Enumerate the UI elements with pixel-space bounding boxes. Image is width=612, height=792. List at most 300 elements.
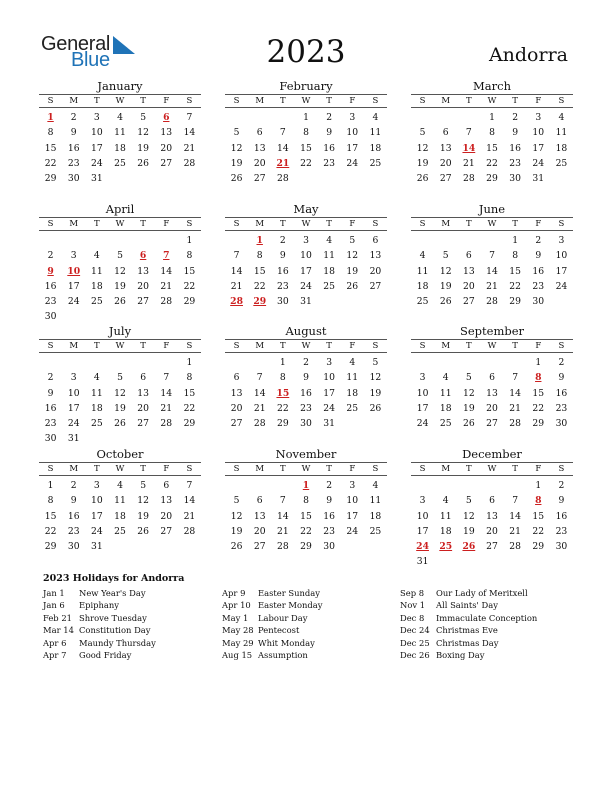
empty-cell xyxy=(62,233,85,248)
day-cell: 9 xyxy=(558,372,565,384)
day-cell: 30 xyxy=(67,173,80,185)
holiday-name: Immaculate Conception xyxy=(436,612,538,623)
weekday-label: S xyxy=(233,96,240,106)
day-cell: 16 xyxy=(323,142,335,154)
weekday-label: F xyxy=(535,96,542,106)
weekday-label: S xyxy=(372,219,379,229)
day-cell: 29 xyxy=(532,541,545,553)
day-cell: 21 xyxy=(230,280,243,292)
weekday-header xyxy=(411,339,573,353)
day-cell: 28 xyxy=(509,541,521,553)
day-cell: 13 xyxy=(253,142,266,154)
day-cell: 21 xyxy=(183,510,196,522)
weekday-label: T xyxy=(280,96,286,106)
holiday-list-item xyxy=(222,637,323,649)
holiday-day-cell: 26 xyxy=(462,541,476,553)
month-title: April xyxy=(105,202,135,216)
weekday-label: S xyxy=(233,464,240,474)
day-cell: 23 xyxy=(67,525,80,537)
holiday-date: Sep 8 xyxy=(400,588,425,598)
weekday-header xyxy=(411,217,573,231)
weekday-label: W xyxy=(115,464,125,474)
day-cell: 5 xyxy=(442,250,449,262)
weekday-label: M xyxy=(441,219,451,229)
day-cell: 21 xyxy=(160,402,173,414)
day-cell: 2 xyxy=(535,235,542,246)
holiday-name: Epiphany xyxy=(79,600,120,611)
day-cell: 7 xyxy=(279,495,286,507)
day-cell: 10 xyxy=(346,127,359,139)
day-cell: 16 xyxy=(532,265,545,277)
holiday-day-cell: 10 xyxy=(67,265,81,277)
day-cell: 21 xyxy=(253,402,266,414)
day-cell: 27 xyxy=(369,280,382,292)
day-cell: 5 xyxy=(117,250,123,262)
weekday-header xyxy=(411,462,573,476)
holiday-column xyxy=(222,587,323,661)
weekday-label: S xyxy=(233,341,240,351)
empty-cell xyxy=(155,233,178,248)
weekday-label: T xyxy=(466,219,472,229)
weekday-label: S xyxy=(186,96,193,106)
weekday-label: S xyxy=(419,219,426,229)
day-cell: 16 xyxy=(67,142,80,154)
day-cell: 27 xyxy=(439,173,452,185)
day-cell: 9 xyxy=(279,250,286,262)
weekday-header xyxy=(411,94,573,108)
day-cell: 13 xyxy=(160,495,173,507)
weekday-header xyxy=(39,462,201,476)
holiday-name: Constitution Day xyxy=(79,625,151,636)
day-cell: 24 xyxy=(555,280,568,292)
day-cell: 24 xyxy=(300,280,312,292)
month-title: August xyxy=(285,324,327,338)
day-cell: 28 xyxy=(253,418,266,430)
day-cell: 26 xyxy=(346,280,359,292)
day-cell: 21 xyxy=(486,280,498,292)
day-cell: 19 xyxy=(463,402,475,414)
day-cell: 7 xyxy=(512,495,519,507)
day-cell: 22 xyxy=(300,525,312,537)
day-cell: 13 xyxy=(463,265,475,277)
day-cell: 16 xyxy=(277,265,289,277)
weekday-label: F xyxy=(535,341,542,351)
holiday-day-cell: 8 xyxy=(535,372,542,384)
day-cell: 14 xyxy=(486,265,498,277)
day-cell: 10 xyxy=(532,127,545,139)
holiday-name: Good Friday xyxy=(79,649,132,660)
day-cell: 13 xyxy=(230,387,243,399)
day-cell: 19 xyxy=(463,525,475,537)
weekday-label: W xyxy=(115,96,125,106)
holiday-list-item xyxy=(400,649,537,661)
day-cell: 27 xyxy=(160,157,173,169)
empty-cell xyxy=(271,110,294,125)
day-cell: 8 xyxy=(489,127,495,139)
day-cell: 25 xyxy=(439,418,452,430)
day-cell: 14 xyxy=(253,387,266,399)
weekday-label: W xyxy=(115,341,125,351)
day-cell: 21 xyxy=(160,280,173,292)
month-title: October xyxy=(96,447,144,461)
day-cell: 4 xyxy=(442,372,449,384)
day-cell: 14 xyxy=(509,510,521,522)
day-cell: 9 xyxy=(47,387,54,399)
day-cell: 11 xyxy=(114,127,126,139)
day-cell: 25 xyxy=(416,296,429,308)
day-cell: 25 xyxy=(369,525,382,537)
empty-cell xyxy=(155,355,178,370)
day-cell: 2 xyxy=(326,112,333,123)
day-cell: 4 xyxy=(117,480,123,491)
holiday-date: May 28 xyxy=(222,625,254,636)
day-cell: 7 xyxy=(512,372,519,384)
day-cell: 7 xyxy=(465,127,472,139)
holiday-date: Mar 14 xyxy=(43,625,74,636)
day-cell: 18 xyxy=(323,265,335,277)
month-calendar xyxy=(411,447,573,570)
holiday-day-cell: 15 xyxy=(276,387,290,399)
weekday-label: S xyxy=(372,96,379,106)
day-cell: 20 xyxy=(463,280,475,292)
day-cell: 29 xyxy=(44,541,57,553)
day-cell: 29 xyxy=(509,296,521,308)
holiday-day-cell: 1 xyxy=(47,112,54,123)
day-cell: 2 xyxy=(47,372,54,384)
day-cell: 22 xyxy=(486,157,498,169)
weekday-label: S xyxy=(47,341,54,351)
weekday-label: S xyxy=(372,464,379,474)
day-cell: 3 xyxy=(70,250,77,262)
weekday-label: S xyxy=(372,341,379,351)
holiday-name: Boxing Day xyxy=(436,649,485,660)
day-cell: 18 xyxy=(91,280,103,292)
holiday-list-item xyxy=(222,587,323,599)
day-cell: 4 xyxy=(558,112,565,123)
day-cell: 15 xyxy=(253,265,266,277)
month-calendar xyxy=(225,79,387,186)
day-cell: 26 xyxy=(439,296,452,308)
holiday-list-item xyxy=(400,624,537,636)
day-cell: 26 xyxy=(137,525,149,537)
day-cell: 15 xyxy=(183,387,196,399)
day-cell: 29 xyxy=(486,173,498,185)
day-cell: 5 xyxy=(140,480,147,491)
day-cell: 23 xyxy=(555,525,568,537)
day-cell: 30 xyxy=(277,296,289,308)
day-grid xyxy=(39,478,201,554)
day-cell: 31 xyxy=(323,418,335,430)
weekday-label: T xyxy=(466,96,472,106)
day-cell: 22 xyxy=(509,280,521,292)
day-cell: 27 xyxy=(253,541,266,553)
holiday-day-cell: 29 xyxy=(253,296,267,308)
day-cell: 24 xyxy=(91,157,103,169)
day-cell: 23 xyxy=(323,525,335,537)
holiday-day-cell: 9 xyxy=(47,265,54,277)
day-cell: 16 xyxy=(44,402,57,414)
day-cell: 5 xyxy=(233,127,240,139)
day-cell: 5 xyxy=(465,372,472,384)
weekday-label: F xyxy=(349,219,356,229)
day-cell: 23 xyxy=(44,296,57,308)
day-cell: 17 xyxy=(300,265,312,277)
weekday-label: W xyxy=(115,219,125,229)
day-cell: 1 xyxy=(186,235,193,246)
day-cell: 19 xyxy=(346,265,359,277)
weekday-label: S xyxy=(558,341,565,351)
holiday-name: Labour Day xyxy=(258,612,308,623)
holiday-date: Apr 9 xyxy=(222,588,246,598)
day-cell: 14 xyxy=(277,510,289,522)
empty-cell xyxy=(132,233,155,248)
weekday-header xyxy=(39,339,201,353)
day-cell: 10 xyxy=(323,372,335,384)
day-cell: 30 xyxy=(44,311,57,323)
month-title: May xyxy=(293,202,319,216)
weekday-label: F xyxy=(163,341,170,351)
weekday-label: M xyxy=(69,464,79,474)
day-cell: 26 xyxy=(137,157,149,169)
holiday-list-item xyxy=(43,624,156,636)
day-cell: 6 xyxy=(465,250,472,262)
day-cell: 12 xyxy=(439,265,452,277)
day-cell: 13 xyxy=(486,387,498,399)
holiday-date: May 1 xyxy=(222,612,249,623)
day-cell: 29 xyxy=(44,173,57,185)
weekday-header xyxy=(39,94,201,108)
holiday-name: Christmas Eve xyxy=(436,625,498,636)
day-cell: 2 xyxy=(512,112,519,123)
day-cell: 19 xyxy=(369,387,382,399)
weekday-label: T xyxy=(326,341,332,351)
day-cell: 20 xyxy=(160,142,173,154)
empty-cell xyxy=(434,478,457,493)
day-cell: 6 xyxy=(372,235,379,246)
holiday-date: Apr 10 xyxy=(222,600,251,611)
day-cell: 11 xyxy=(439,510,452,522)
day-cell: 2 xyxy=(279,235,286,246)
day-cell: 13 xyxy=(439,142,452,154)
holiday-list-item xyxy=(222,599,323,611)
weekday-label: S xyxy=(47,464,54,474)
empty-cell xyxy=(85,355,108,370)
day-cell: 14 xyxy=(230,265,243,277)
weekday-label: T xyxy=(326,96,332,106)
day-cell: 14 xyxy=(277,142,289,154)
day-cell: 13 xyxy=(253,510,266,522)
day-cell: 18 xyxy=(416,280,429,292)
month-title: June xyxy=(478,202,506,216)
holiday-day-cell: 21 xyxy=(276,157,290,169)
weekday-header xyxy=(225,462,387,476)
day-cell: 2 xyxy=(70,112,77,123)
day-cell: 4 xyxy=(372,112,379,123)
day-cell: 9 xyxy=(326,495,333,507)
day-grid xyxy=(411,110,573,186)
weekday-label: T xyxy=(94,464,100,474)
day-cell: 11 xyxy=(439,387,452,399)
day-cell: 10 xyxy=(555,250,568,262)
day-cell: 21 xyxy=(277,525,289,537)
weekday-label: S xyxy=(233,219,240,229)
day-cell: 1 xyxy=(535,357,542,368)
day-cell: 19 xyxy=(439,280,452,292)
day-cell: 10 xyxy=(416,510,429,522)
day-cell: 14 xyxy=(160,387,173,399)
logo-text-blue: Blue xyxy=(71,49,110,71)
day-cell: 12 xyxy=(137,127,149,139)
day-cell: 18 xyxy=(114,142,126,154)
day-cell: 11 xyxy=(114,495,126,507)
empty-cell xyxy=(248,478,271,493)
day-cell: 2 xyxy=(70,480,77,491)
day-cell: 26 xyxy=(230,541,243,553)
day-cell: 24 xyxy=(346,157,359,169)
day-cell: 25 xyxy=(114,525,126,537)
day-cell: 18 xyxy=(91,402,103,414)
day-cell: 4 xyxy=(349,357,356,368)
day-cell: 20 xyxy=(486,525,498,537)
day-cell: 6 xyxy=(163,480,170,491)
day-grid xyxy=(39,110,201,186)
empty-cell xyxy=(457,478,480,493)
holiday-date: Dec 24 xyxy=(400,625,430,636)
holiday-name: Our Lady of Meritxell xyxy=(436,588,528,598)
weekday-label: W xyxy=(301,464,311,474)
day-cell: 8 xyxy=(512,250,519,262)
day-cell: 7 xyxy=(256,372,263,384)
day-cell: 16 xyxy=(509,142,521,154)
day-cell: 28 xyxy=(183,525,196,537)
day-cell: 11 xyxy=(555,127,568,139)
day-cell: 7 xyxy=(233,250,240,262)
day-cell: 29 xyxy=(532,418,545,430)
day-cell: 29 xyxy=(277,418,289,430)
holiday-day-cell: 24 xyxy=(416,541,429,553)
holiday-date: May 29 xyxy=(222,637,254,648)
day-cell: 6 xyxy=(489,372,495,384)
day-cell: 24 xyxy=(323,402,335,414)
day-cell: 10 xyxy=(416,387,429,399)
day-cell: 18 xyxy=(369,142,382,154)
day-cell: 11 xyxy=(346,372,359,384)
day-cell: 14 xyxy=(183,127,196,139)
weekday-label: T xyxy=(94,341,100,351)
holiday-list-item xyxy=(222,612,323,624)
day-cell: 12 xyxy=(346,250,359,262)
day-grid xyxy=(411,233,573,309)
day-cell: 15 xyxy=(300,510,312,522)
day-cell: 19 xyxy=(137,510,149,522)
day-cell: 24 xyxy=(67,418,80,430)
day-cell: 26 xyxy=(463,418,475,430)
holiday-day-cell: 6 xyxy=(139,250,147,262)
day-cell: 11 xyxy=(323,250,335,262)
day-cell: 5 xyxy=(117,372,123,384)
day-grid xyxy=(411,478,573,570)
day-cell: 1 xyxy=(279,357,286,368)
weekday-label: S xyxy=(186,464,193,474)
day-cell: 18 xyxy=(346,387,359,399)
day-cell: 25 xyxy=(323,280,335,292)
weekday-label: S xyxy=(558,96,565,106)
day-cell: 2 xyxy=(47,250,54,262)
day-cell: 17 xyxy=(91,510,103,522)
day-cell: 9 xyxy=(512,127,519,139)
day-cell: 22 xyxy=(253,280,266,292)
day-cell: 3 xyxy=(535,112,542,123)
month-title: July xyxy=(108,324,132,338)
day-cell: 26 xyxy=(416,173,429,185)
day-cell: 27 xyxy=(463,296,475,308)
day-cell: 1 xyxy=(535,480,542,491)
day-cell: 9 xyxy=(535,250,542,262)
day-cell: 27 xyxy=(137,296,149,308)
day-cell: 22 xyxy=(300,157,312,169)
holiday-list-item xyxy=(222,649,323,661)
day-cell: 3 xyxy=(558,235,565,246)
holiday-date: Aug 15 xyxy=(222,649,253,660)
day-grid xyxy=(39,233,201,325)
day-grid xyxy=(225,233,387,309)
day-cell: 19 xyxy=(230,157,243,169)
month-calendar xyxy=(39,447,201,554)
empty-cell xyxy=(504,355,527,370)
month-title: March xyxy=(473,79,511,93)
day-cell: 9 xyxy=(558,495,565,507)
holidays-title: 2023 Holidays for Andorra xyxy=(43,573,185,584)
weekday-label: T xyxy=(140,341,146,351)
weekday-label: M xyxy=(69,341,79,351)
day-cell: 28 xyxy=(160,296,173,308)
holiday-name: Maundy Thursday xyxy=(79,637,156,648)
day-cell: 7 xyxy=(279,127,286,139)
holiday-day-cell: 6 xyxy=(163,112,170,123)
weekday-label: T xyxy=(466,341,472,351)
weekday-label: M xyxy=(441,464,451,474)
day-cell: 5 xyxy=(233,495,240,507)
day-cell: 30 xyxy=(44,433,57,445)
empty-cell xyxy=(434,355,457,370)
holiday-name: Easter Monday xyxy=(258,600,323,611)
weekday-label: W xyxy=(487,96,497,106)
day-cell: 23 xyxy=(67,157,80,169)
month-title: December xyxy=(462,447,522,461)
day-cell: 24 xyxy=(416,418,429,430)
day-cell: 24 xyxy=(346,525,359,537)
day-cell: 30 xyxy=(555,418,568,430)
day-cell: 8 xyxy=(279,372,286,384)
weekday-label: S xyxy=(419,464,426,474)
day-cell: 6 xyxy=(442,127,449,139)
holiday-name: Shrove Tuesday xyxy=(79,612,147,623)
day-cell: 15 xyxy=(486,142,498,154)
day-cell: 20 xyxy=(230,402,243,414)
day-cell: 18 xyxy=(369,510,382,522)
day-cell: 19 xyxy=(114,280,126,292)
day-cell: 13 xyxy=(137,265,149,277)
day-cell: 20 xyxy=(137,402,149,414)
day-cell: 12 xyxy=(137,495,149,507)
weekday-label: W xyxy=(301,219,311,229)
day-cell: 7 xyxy=(186,112,193,123)
day-cell: 23 xyxy=(277,280,289,292)
day-cell: 23 xyxy=(532,280,545,292)
empty-cell xyxy=(248,355,271,370)
month-calendar xyxy=(39,324,201,447)
day-cell: 11 xyxy=(369,495,382,507)
